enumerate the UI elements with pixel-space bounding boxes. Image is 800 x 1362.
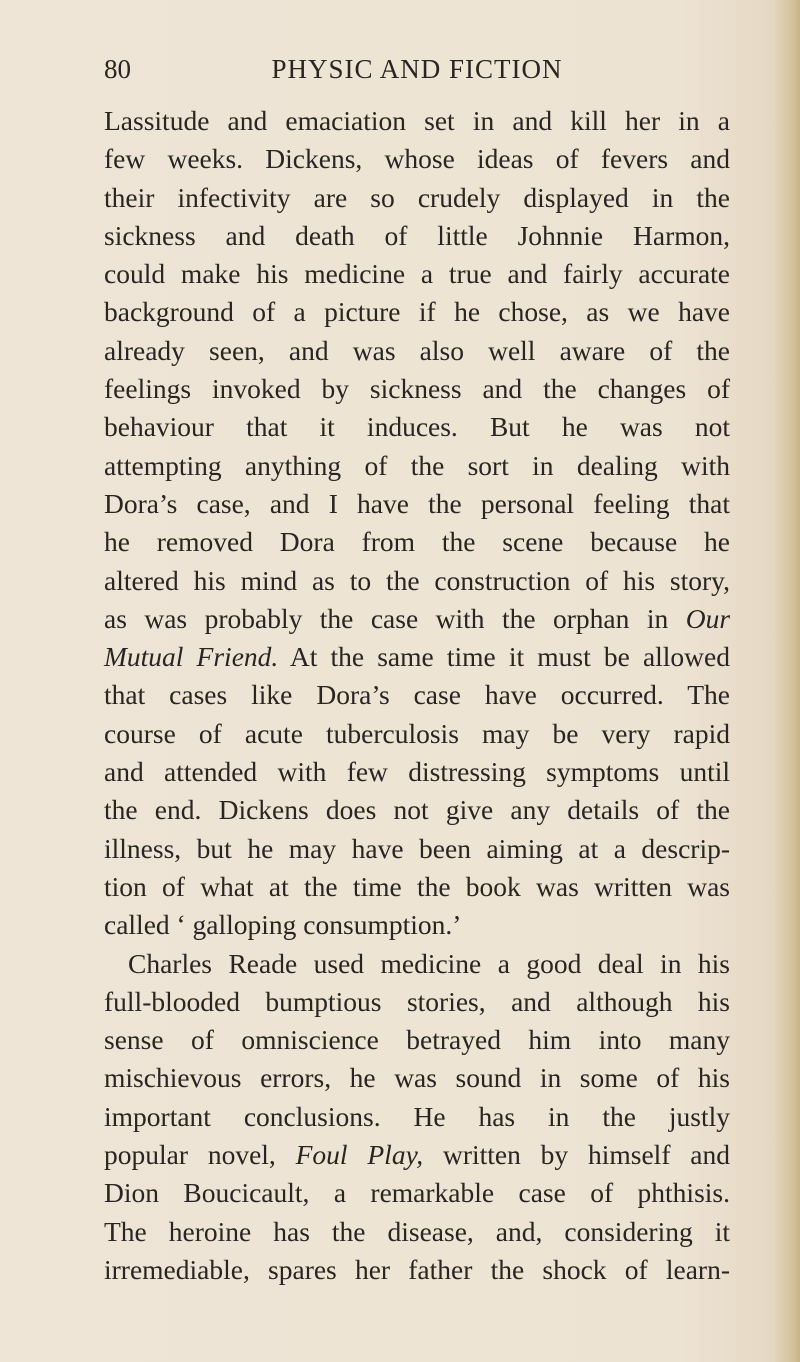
text-segment: At the same time it must be allowed <box>289 641 730 673</box>
text-line: Lassitude and emaciation set in and kill her in a <box>104 105 730 136</box>
text-line-with-italic <box>104 600 730 638</box>
text-line: Dion Boucicault, a remarkable case of phthisis. <box>104 1177 730 1209</box>
text-line: few weeks. Dickens, whose ideas of fevers and <box>104 143 730 175</box>
text-line: feelings invoked by sickness and the changes of <box>104 373 730 405</box>
text-line-with-italic <box>104 638 730 676</box>
text-line: sense of omniscience betrayed him into many <box>104 1024 730 1056</box>
text-segment: written by himself and <box>442 1139 731 1171</box>
text-line: important conclusions. He has in the justly <box>104 1100 730 1132</box>
text-line: that cases like Dora’s case have occurred. The <box>104 679 730 711</box>
page-edge-stain <box>774 0 800 1362</box>
text-line: sickness and death of little Johnnie Harmon, <box>104 219 730 251</box>
text-line: and attended with few distressing symptoms until <box>104 756 730 788</box>
text-segment: popular novel, <box>104 1139 276 1171</box>
text-line: attempting anything of the sort in dealing with <box>104 449 730 481</box>
book-title-foul-play: Foul Play, <box>295 1139 424 1171</box>
text-line: could make his medicine a true and fairly accurate <box>104 258 730 290</box>
text-line: full-blooded bumptious stories, and although his <box>104 985 730 1017</box>
text-line-paragraph-start: Charles Reade used medicine a good deal in his <box>128 947 730 979</box>
text-line: he removed Dora from the scene because he <box>104 526 730 558</box>
text-line-paragraph-end: called ‘ galloping consumption.’ <box>104 909 462 941</box>
text-line: altered his mind as to the construction of his story, <box>104 564 730 596</box>
text-line: course of acute tuberculosis may be very rapid <box>104 717 730 749</box>
text-line: irremediable, spares her father the shock of learn- <box>104 1253 730 1285</box>
text-line: mischievous errors, he was sound in some of his <box>104 1062 730 1094</box>
book-title-our: Our <box>685 602 731 634</box>
text-line: tion of what at the time the book was written was <box>104 870 730 902</box>
text-line: Dora’s case, and I have the personal feeling that <box>104 487 730 519</box>
page-header <box>104 54 730 94</box>
book-title-mutual-friend: Mutual Friend. <box>104 641 279 673</box>
text-segment: as was probably the case with the orphan in <box>104 602 669 634</box>
page-number: 80 <box>104 54 131 84</box>
text-line: the end. Dickens does not give any details of the <box>104 794 730 826</box>
text-line: background of a picture if he chose, as we have <box>104 296 730 328</box>
running-head: PHYSIC AND FICTION <box>271 54 563 84</box>
text-line: illness, but he may have been aiming at a descrip- <box>104 832 730 864</box>
text-line: behaviour that it induces. But he was not <box>104 411 730 443</box>
text-line: The heroine has the disease, and, considering it <box>104 1215 730 1247</box>
body-text <box>104 102 730 1289</box>
text-line: already seen, and was also well aware of the <box>104 334 730 366</box>
text-line-with-italic <box>104 1136 730 1174</box>
text-line: their infectivity are so crudely displayed in the <box>104 181 730 213</box>
